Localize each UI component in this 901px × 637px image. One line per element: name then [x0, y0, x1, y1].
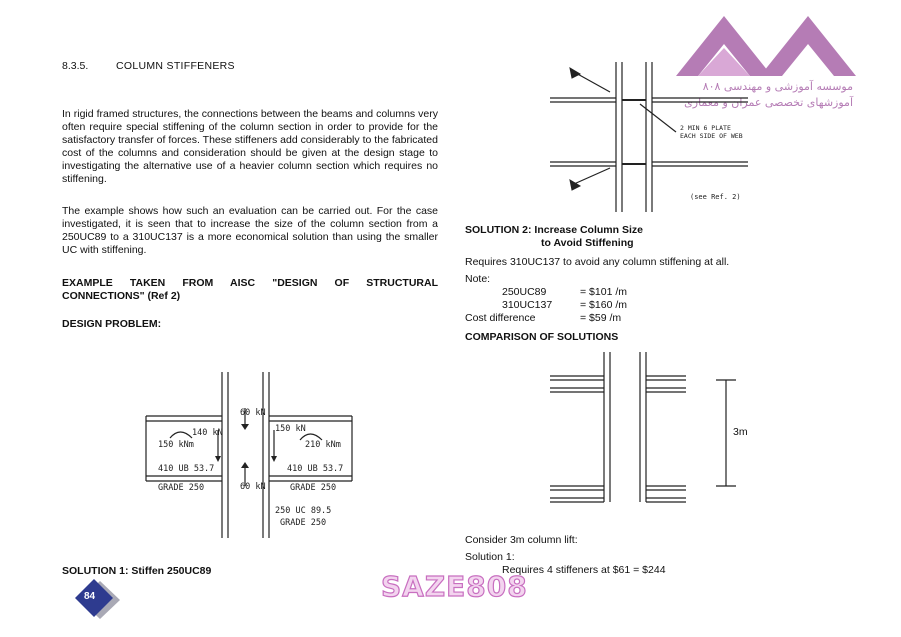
- label-column-section: 250 UC 89.5: [275, 506, 332, 516]
- solution2-heading-line1: SOLUTION 2: Increase Column Size: [465, 224, 643, 236]
- label-force-bottom: 60 kN: [240, 482, 266, 492]
- note-label: Note:: [465, 273, 491, 285]
- label-moment-left: 150 kNm: [158, 440, 194, 450]
- label-force-top: 60 kN: [240, 408, 266, 418]
- example-paragraph: The example shows how such an evaluation can be carried out. For the case investigated, it is seen that to increase the size of the column section from a 250UC89 to a 310UC137 is a more economical solution than using the smaller UC with stiffening.: [62, 205, 438, 256]
- logo-text-line2: آموزشهای تخصصی عمران و معماری: [684, 96, 853, 109]
- solution1-label: Solution 1:: [465, 551, 515, 563]
- cost-row-label: 250UC89: [502, 286, 547, 298]
- solution1-detail: Requires 4 stiffeners at $61 = $244: [502, 564, 666, 576]
- label-moment-right: 210 kNm: [305, 440, 341, 450]
- intro-paragraph: In rigid framed structures, the connections between the beams and columns very often require special stiffening of the column section in order to provide for the satisfactory transfer of forces. These stiffeners add considerably to the fabricated cost of the columns and consideration should be given at the design stage to investigating the alternative use of a heavier column section which requires no stiffening.: [62, 108, 438, 185]
- comparison-sketch: [548, 350, 748, 510]
- logo-text-line1: موسسه آموزشی و مهندسی ۸۰۸: [702, 80, 853, 93]
- solution2-heading-line2: to Avoid Stiffening: [541, 237, 634, 249]
- plate-note-line2: EACH SIDE OF WEB: [680, 132, 743, 140]
- label-column-grade: GRADE 250: [280, 518, 327, 528]
- cost-row-label: Cost difference: [465, 312, 536, 324]
- ref-note: (see Ref. 2): [690, 193, 741, 201]
- cost-row-value: = $101 /m: [580, 286, 627, 298]
- cost-row-value: = $160 /m: [580, 299, 627, 311]
- consider-text: Consider 3m column lift:: [465, 534, 578, 546]
- label-force-right: 150 kN: [275, 424, 306, 434]
- label-force-left: 140 kN: [192, 428, 223, 438]
- comparison-heading: COMPARISON OF SOLUTIONS: [465, 331, 619, 343]
- plate-note-line1: 2 MIN 6 PLATE: [680, 124, 731, 132]
- design-problem-heading: DESIGN PROBLEM:: [62, 318, 162, 330]
- label-grade-right: GRADE 250: [290, 483, 337, 493]
- solution2-requires: Requires 310UC137 to avoid any column stiffening at all.: [465, 256, 730, 268]
- solution1-heading: SOLUTION 1: Stiffen 250UC89: [62, 565, 212, 577]
- section-title: COLUMN STIFFENERS: [116, 60, 235, 72]
- label-beam-right: 410 UB 53.7: [287, 464, 344, 474]
- design-problem-sketch: [140, 368, 370, 548]
- page-number: 84: [84, 591, 96, 602]
- section-number: 8.3.5.: [62, 60, 89, 72]
- cost-row-label: 310UC137: [502, 299, 553, 311]
- example-heading: EXAMPLE TAKEN FROM AISC "DESIGN OF STRUCTURAL CONNECTIONS" (Ref 2): [62, 277, 438, 302]
- cost-row-value: = $59 /m: [580, 312, 622, 324]
- watermark-text: SAZE808: [381, 570, 528, 603]
- lift-dimension-label: 3m: [733, 426, 748, 438]
- label-beam-left: 410 UB 53.7: [158, 464, 215, 474]
- label-grade-left: GRADE 250: [158, 483, 205, 493]
- page-badge: [70, 576, 130, 622]
